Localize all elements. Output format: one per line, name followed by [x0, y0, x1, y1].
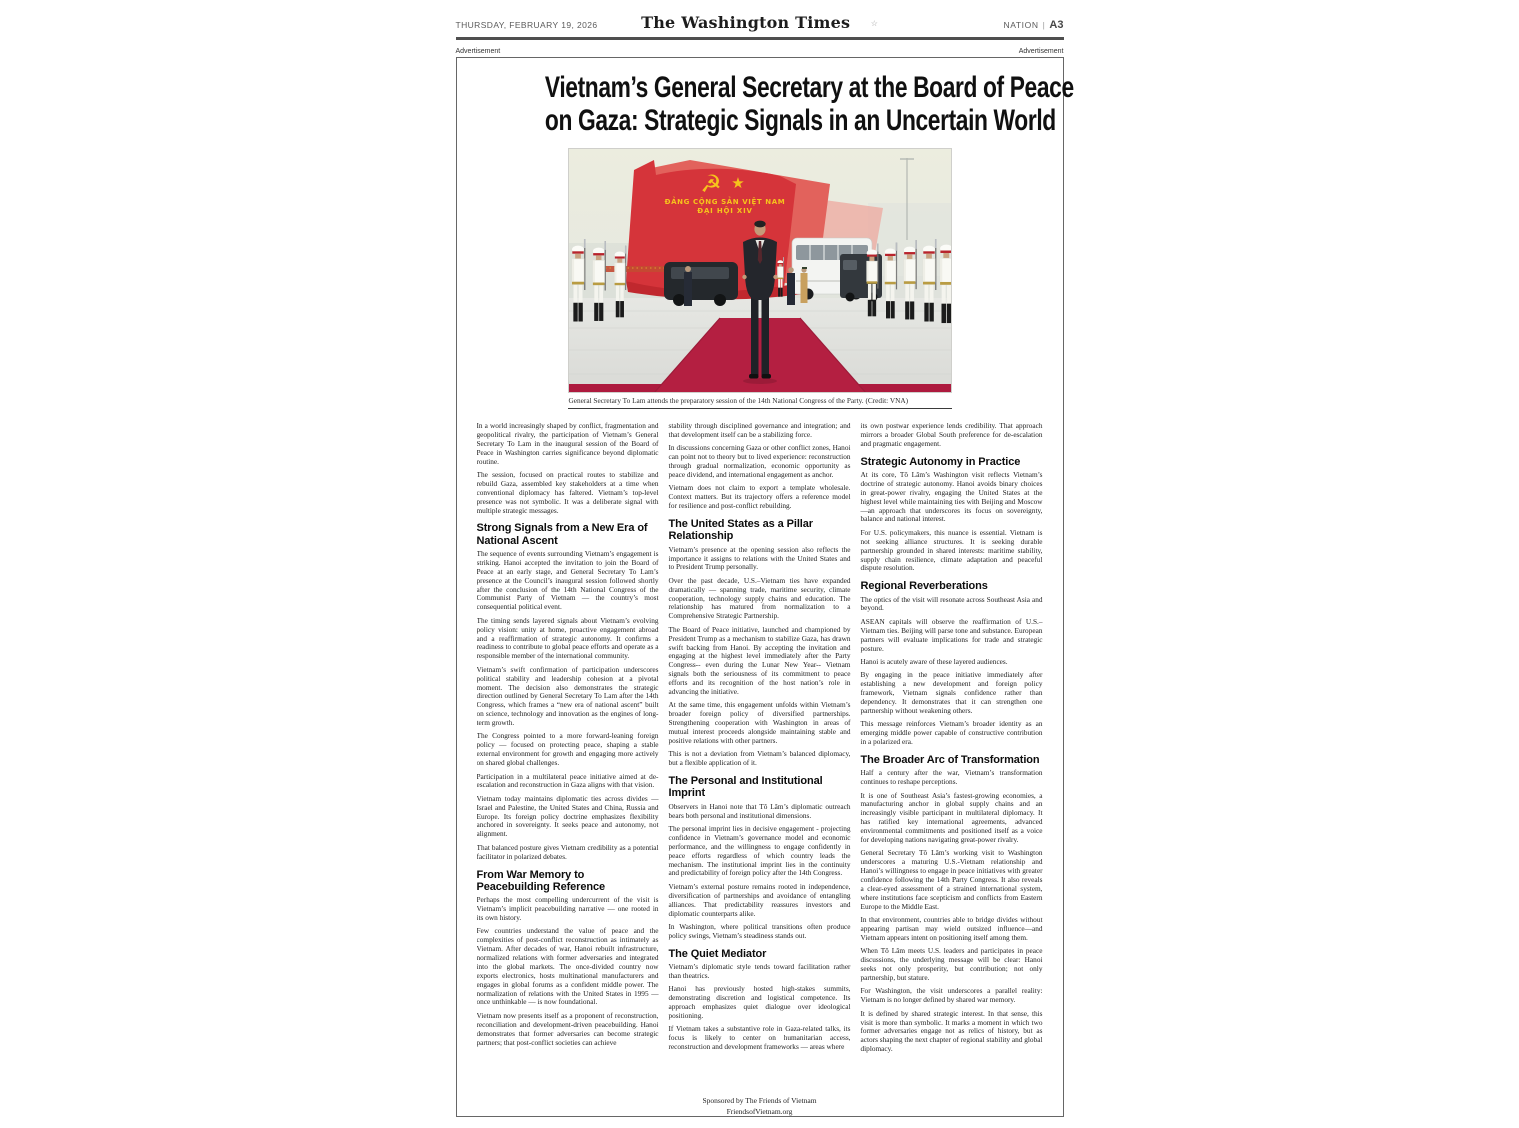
sponsor-url: FriendsofVietnam.org	[726, 1107, 793, 1117]
section-heading: The Broader Arc of Transformation	[860, 753, 1040, 766]
article-paragraph: Vietnam’s presence at the opening session also reflects the importance it assigns to relations with the United States and to President Trump personally.	[668, 544, 851, 572]
advertisement-labels	[456, 48, 1064, 55]
article-paragraph: The Congress pointed to a more forward-leaning foreign policy — focused on protecting peace, shaping a stable external environment for growth and engaging more actively on shared global challenges.	[476, 731, 659, 768]
article-paragraph: The timing sends layered signals about Vietnam’s evolving policy vision: unity at home, proactive engagement abroad and a reaffirmation of strategic autonomy. It confirms a readiness to contribute to global peace efforts and operate as a responsible member of the international community.	[476, 615, 659, 661]
article-paragraph: When Tô Lâm meets U.S. leaders and participates in peace discussions, the underlying message will be clear: Hanoi seeks not only prosperity, but contribution; not only partnership, but stature.	[860, 946, 1043, 982]
section-heading: The Quiet Mediator	[668, 947, 767, 960]
section-heading: Strong Signals from a New Era of National Ascent	[476, 522, 648, 547]
article-paragraph: In discussions concerning Gaza or other conflict zones, Hanoi can point not to theory but to lived experience: reconstruction through gradual normalization, economic opportunity as peace dividend, and international engagement as anchor.	[668, 443, 851, 479]
article-paragraph: Vietnam now presents itself as a proponent of reconstruction, reconciliation and development-driven peacebuilding. Hanoi demonstrates that former adversaries can become strategic partners; that post-conflict societies can achieve	[476, 1010, 659, 1047]
article-paragraph: Half a century after the war, Vietnam’s transformation continues to reshape perceptions.	[860, 768, 1043, 787]
article-paragraph: Vietnam’s external posture remains rooted in independence, diversification of partnerships and avoidance of entangling alliances. That predictability reassures investors and diplomatic counterparts alike.	[668, 881, 851, 918]
article-paragraph: This message reinforces Vietnam’s broader identity as an emerging middle power capable of constructive contribution in a polarized era.	[860, 719, 1043, 747]
article-paragraph: The personal imprint lies in decisive engagement - projecting confidence in Vietnam’s governance model and economic performance, and the willingness to engage confidently in peace efforts regardless of which country leads the mechanism. The institutional imprint lies in the continuity and predictability of foreign policy after the 14th Congress.	[668, 824, 851, 878]
sponsor-line: Sponsored by The Friends of Vietnam	[702, 1096, 817, 1105]
article-paragraph: The session, focused on practical routes to stabilize and rebuild Gaza, assembled key stakeholders at a time when conventional diplomacy has faltered. Vietnam’s top-level presence was not symbolic. It was a deliberate signal with multiple strategic messages.	[476, 469, 659, 515]
article-paragraph: Hanoi has previously hosted high-stakes summits, demonstrating discretion and logistical competence. Its approach emphasizes quiet dialogue over ideological positioning.	[668, 984, 851, 1020]
article-paragraph: Vietnam today maintains diplomatic ties across divides — Israel and Palestine, the United States and China, Russia and Europe. Its foreign policy doctrine emphasizes flexibility anchored in sovereignty. It seeks peace and autonomy, not alignment.	[476, 793, 659, 839]
star-icon: ☆	[870, 19, 878, 28]
article-column-1	[477, 422, 659, 1090]
article-paragraph: Vietnam’s diplomatic style tends toward facilitation rather than theatrics.	[668, 962, 851, 980]
article-paragraph: Over the past decade, U.S.–Vietnam ties have expanded dramatically — spanning trade, maritime security, climate cooperation, technology supply chains and education. The relationship has matured from normalization to a Comprehensive Strategic Partnership.	[668, 575, 851, 621]
advertisement-label-left: Advertisement	[455, 48, 501, 55]
article-paragraph: The sequence of events surrounding Vietnam’s engagement is striking. Hanoi accepted the invitation to join the Board of Peace at an early stage, and General Secretary To Lam’s presence at the Council’s inaugural session followed shortly after the conclusion of the 14th National Congress of the Communist Party of Vietnam — the country’s most consequential political event.	[476, 549, 659, 612]
newspaper-page	[455, 0, 1074, 1117]
section-heading: From War Memory to Peacebuilding Reference	[476, 868, 606, 893]
article-photo	[568, 148, 952, 409]
masthead-title: The Washington Times	[641, 13, 851, 32]
article-paragraph: its own postwar experience lends credibility. That approach mirrors a broader Global South preference for de-escalation and pragmatic engagement.	[860, 422, 1043, 448]
sponsor-footer	[477, 1095, 1043, 1118]
issue-date: THURSDAY, FEBRUARY 19, 2026	[455, 20, 598, 30]
headline-line-1: Vietnam’s General Secretary at the Board of Peace	[544, 71, 1074, 104]
article-paragraph: It is defined by shared strategic interest. In that sense, this visit is more than symbolic. It marks a moment in which two former adversaries engage not as relics of history, but as actors shaping the next chapter of regional stability and global diplomacy.	[860, 1008, 1043, 1054]
article-paragraph: Perhaps the most compelling undercurrent of the visit is Vietnam’s implicit peacebuilding narrative — one rooted in its own history.	[476, 895, 659, 922]
headline-line-2: on Gaza: Strategic Signals in an Uncertain World	[544, 104, 1056, 137]
section-folio	[878, 19, 1064, 31]
article-paragraph: For U.S. policymakers, this nuance is essential. Vietnam is not seeking alliance structures. It is seeking durable partnership grounded in shared interests: maritime stability, supply chain resilience, climate adaptation and peaceful dispute resolution.	[860, 527, 1043, 573]
article-paragraph: Vietnam does not claim to export a template wholesale. Context matters. But its trajectory offers a reference model for resilience and post-conflict rebuilding.	[668, 483, 851, 511]
header-rule	[456, 37, 1064, 40]
security-officer	[684, 266, 692, 306]
article-paragraph: It is one of Southeast Asia’s fastest-growing economies, a manufacturing anchor in global supply chains and an increasingly visible participant in multilateral diplomacy. It has ratified key international agreements, advanced environmental commitments and positioned itself as a voice for developing nations navigating great-power rivalry.	[860, 790, 1043, 844]
article-paragraph: If Vietnam takes a substantive role in Gaza-related talks, its focus is likely to center on humanitarian access, reconstruction and development frameworks — areas where	[668, 1024, 851, 1052]
article-paragraph: stability through disciplined governance and integration; and that development itself can be a stabilizing force.	[668, 422, 851, 439]
masthead-area	[641, 13, 878, 33]
section-label: NATION	[1003, 20, 1039, 30]
section-heading: The Personal and Institutional Imprint	[668, 775, 823, 800]
photo-caption: General Secretary To Lam attends the preparatory session of the 14th National Congress of the Party. (Credit: VNA)	[568, 393, 952, 409]
article-paragraph: In that environment, countries able to bridge divides without appearing partisan may wield outsized influence—and Vietnam appears intent on positioning itself among them.	[860, 915, 1043, 942]
folio-divider: |	[1042, 20, 1046, 30]
article-paragraph: For Washington, the visit underscores a parallel reality: Vietnam is no longer defined by shared war memory.	[860, 986, 1043, 1005]
article-headline	[477, 71, 1074, 137]
article-paragraph: At its core, Tô Lâm’s Washington visit reflects Vietnam’s doctrine of strategic autonomy. Hanoi avoids binary choices in great-power rivalry, engaging the United States at the highest level while maintaining ties with Beijing and Moscow—an approach that underscores its focus on sovereignty, balance and national interest.	[860, 469, 1043, 524]
article-paragraph: Participation in a multilateral peace initiative aimed at de-escalation and reconstruction in Gaza aligns with that vision.	[476, 771, 659, 790]
article-paragraph: The Board of Peace initiative, launched and championed by President Trump as a mechanism to stabilize Gaza, has drawn swift backing from Hanoi. By accepting the invitation and engaging at the highest level immediately after the Party Congress-- even during the Lunar New Year-- Vietnam signals both the seriousness of its commitment to peace efforts and its recognition of the host nation’s role in advancing the initiative.	[668, 624, 851, 696]
article-paragraph: General Secretary Tô Lâm’s working visit to Washington underscores a maturing U.S.-Vietnam relationship and Hanoi’s willingness to engage in peace initiatives with greater confidence following the 14th Party Congress. It also reveals a clear-eyed assessment of a strained international system, where institutions face scepticism and conflicts from Eastern Europe to the Middle East.	[860, 848, 1043, 911]
page-header	[456, 13, 1064, 33]
article-paragraph: At the same time, this engagement unfolds within Vietnam’s broader foreign policy of diversified partnerships. Strengthening cooperation with Washington in areas of mutual interest proceeds alongside maintaining stable and positive relations with other partners.	[668, 700, 851, 745]
article-paragraph: Few countries understand the value of peace and the complexities of post-conflict reconstruction as intimately as Vietnam. After decades of war, Hanoi rebuilt infrastructure, normalized relations with former adversaries and integrated into the global markets. The once-divided country now exports electronics, hosts multinational manufacturers and engages in global forums as a confident middle power. The normalization of relations with the United States in 1995 — once unthinkable — is now foundational.	[476, 926, 659, 1007]
advertisement-box	[456, 57, 1074, 1117]
advertisement-label-right: Advertisement	[1018, 48, 1064, 55]
article-body	[477, 422, 1043, 1090]
ceremony-photo-illustration	[568, 148, 952, 393]
article-column-3	[861, 422, 1043, 1090]
article-paragraph: By engaging in the peace initiative immediately after establishing a new development and foreign policy framework, Vietnam signals confidence rather than dependency. It demonstrates that it can strengthen one partnership without weakening others.	[860, 670, 1043, 715]
article-paragraph: Hanoi is acutely aware of these layered audiences.	[860, 656, 1008, 666]
article-paragraph: The optics of the visit will resonate across Southeast Asia and beyond.	[860, 594, 1043, 613]
article-paragraph: Vietnam’s swift confirmation of participation underscores political stability and leadership cohesion at a pivotal moment. The decision also demonstrates the strategic direction outlined by General Secretary To Lam after the 14th Congress, which frames a “new era of national ascent” built on science, technology and innovation as the engines of long-term growth.	[476, 664, 659, 728]
article-paragraph: In a world increasingly shaped by conflict, fragmentation and geopolitical rivalry, the participation of Vietnam’s General Secretary To Lam in the inaugural session of the Board of Peace in Washington carries significance beyond diplomatic routine.	[476, 422, 659, 466]
article-paragraph: This is not a deviation from Vietnam’s balanced diplomacy, but a flexible application of it.	[668, 749, 851, 768]
black-suv	[664, 262, 738, 306]
hammer-sickle-icon: ☭	[699, 170, 722, 198]
gold-star-icon: ★	[730, 174, 745, 192]
article-paragraph: Observers in Hanoi note that Tô Lâm’s diplomatic outreach bears both personal and institutional dimensions.	[668, 801, 851, 820]
article-paragraph: ASEAN capitals will observe the reaffirmation of U.S.–Vietnam ties. Beijing will parse tone and substance. European partners will evaluate implications for trade and strategic posture.	[860, 616, 1043, 653]
article-paragraph: In Washington, where political transitions often produce policy swings, Vietnam’s steadiness stands out.	[668, 921, 851, 940]
section-heading: Strategic Autonomy in Practice	[860, 455, 1021, 468]
section-heading: Regional Reverberations	[860, 580, 988, 593]
section-heading: The United States as a Pillar Relationship	[668, 518, 813, 543]
banner-text-line-2: ĐẠI HỘI XIV	[696, 207, 753, 215]
article-paragraph: That balanced posture gives Vietnam credibility as a potential facilitator in polarized debates.	[476, 842, 659, 861]
banner-text-line-1: ĐẢNG CỘNG SẢN VIỆT NAM	[664, 198, 785, 206]
article-column-2	[669, 422, 851, 1090]
page-number: A3	[1049, 19, 1064, 31]
